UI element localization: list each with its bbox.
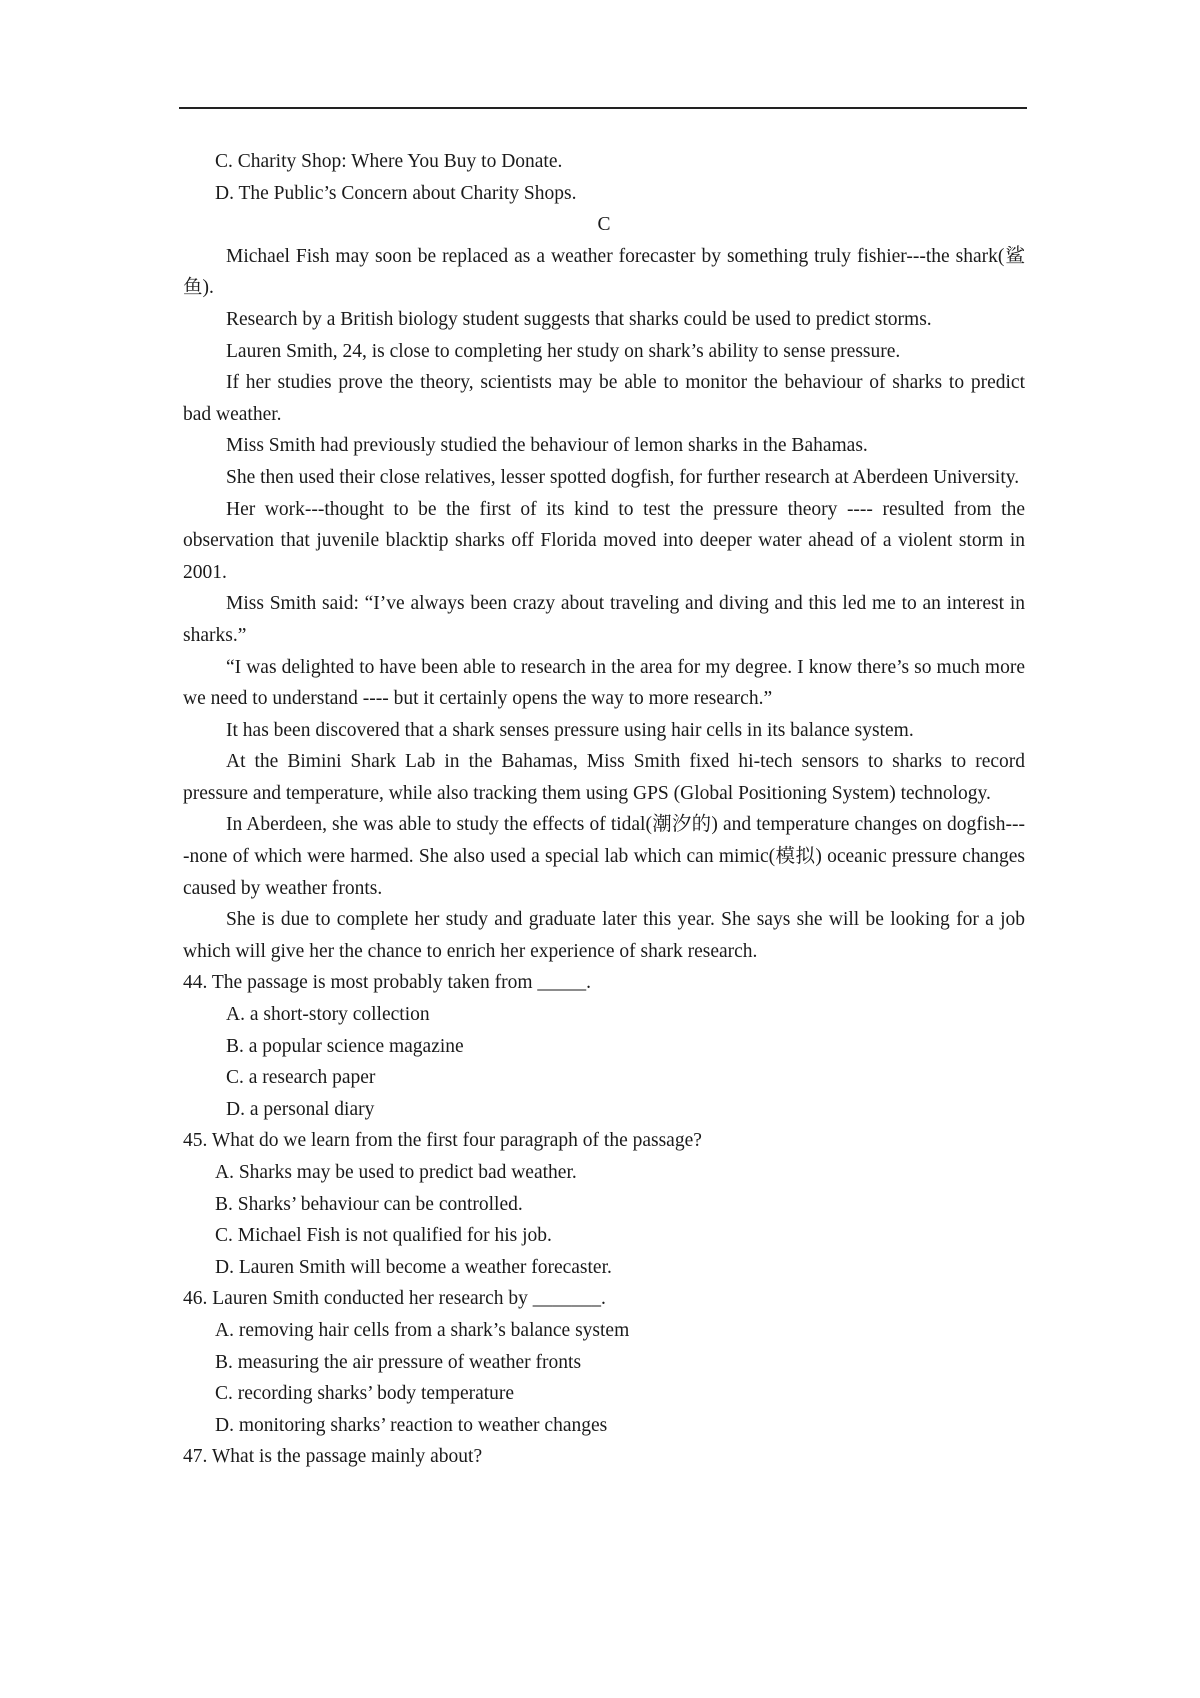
option-d: D. Lauren Smith will become a weather forecaster.: [215, 1256, 612, 1278]
previous-question-options: [183, 146, 1025, 209]
passage-paragraph: Research by a British biology student suggests that sharks could be used to predict storms.: [226, 308, 932, 330]
option-c: C. a research paper: [226, 1067, 376, 1089]
option-d: D. a personal diary: [226, 1098, 375, 1120]
passage-paragraph: It has been discovered that a shark senses pressure using hair cells in its balance system.: [226, 719, 914, 741]
previous-option-c: C. Charity Shop: Where You Buy to Donate.: [215, 151, 563, 172]
option-c: C. recording sharks’ body temperature: [215, 1383, 515, 1405]
question-stem: 47. What is the passage mainly about?: [183, 1446, 483, 1468]
passage-paragraph: She then used their close relatives, lesser spotted dogfish, for further research at Aberdeen University.: [226, 466, 1020, 488]
passage-paragraph: She is due to complete her study and graduate later this year. She says she will be looking for a job which will give her the chance to enrich her experience of shark research.: [183, 909, 1025, 962]
passage-paragraph: If her studies prove the theory, scientists may be able to monitor the behaviour of sharks to predict bad weather.: [183, 372, 1025, 425]
question-45: [183, 1125, 1025, 1283]
passage-paragraph: In Aberdeen, she was able to study the effects of tidal(潮汐的) and temperature changes on dogfish----none of which were harmed. She also used a special lab which can mimic(模拟) oceanic pressure changes caused by weather fronts.: [183, 814, 1025, 899]
document-body: [183, 146, 1025, 1473]
passage-paragraph: Lauren Smith, 24, is close to completing her study on shark’s ability to sense pressure.: [226, 340, 901, 362]
question-stem: 45. What do we learn from the first four paragraph of the passage?: [183, 1130, 702, 1152]
question-options: [183, 999, 1025, 1125]
passage-paragraph: Her work---thought to be the first of its kind to test the pressure theory ---- resulted from the observation that juvenile blacktip sharks off Florida moved into deeper water ahead of a violent storm in 2001.: [183, 498, 1025, 583]
option-a: A. a short-story collection: [226, 1004, 430, 1026]
option-b: B. a popular science magazine: [226, 1035, 464, 1057]
question-47: [183, 1441, 1025, 1473]
question-stem: 46. Lauren Smith conducted her research by _______.: [183, 1288, 606, 1310]
option-a: A. Sharks may be used to predict bad weather.: [215, 1162, 577, 1183]
passage-paragraph: Miss Smith had previously studied the behaviour of lemon sharks in the Bahamas.: [226, 435, 868, 457]
option-b: B. measuring the air pressure of weather fronts: [215, 1351, 582, 1373]
option-b: B. Sharks’ behaviour can be controlled.: [215, 1193, 523, 1215]
passage: [183, 241, 1025, 968]
section-heading: C: [597, 214, 611, 236]
question-stem: 44. The passage is most probably taken from _____.: [183, 972, 591, 994]
option-a: A. removing hair cells from a shark’s balance system: [215, 1319, 630, 1341]
passage-paragraph: “I was delighted to have been able to research in the area for my degree. I know there’s so much more we need to understand ---- but it certainly opens the way to more research.”: [183, 656, 1025, 710]
question-46: [183, 1283, 1025, 1441]
header-rule: [179, 107, 1027, 109]
option-c: C. Michael Fish is not qualified for his job.: [215, 1225, 552, 1247]
previous-option-d: D. The Public’s Concern about Charity Shops.: [215, 182, 577, 204]
passage-paragraph: At the Bimini Shark Lab in the Bahamas, Miss Smith fixed hi-tech sensors to sharks to record pressure and temperature, while also tracking them using GPS (Global Positioning System) technology.: [183, 751, 1025, 804]
question-options: [183, 1157, 1025, 1283]
passage-paragraph: Michael Fish may soon be replaced as a weather forecaster by something truly fishier---the shark(鲨鱼).: [183, 245, 1025, 299]
question-options: [183, 1315, 1025, 1441]
passage-paragraph: Miss Smith said: “I’ve always been crazy about traveling and diving and this led me to an interest in sharks.”: [183, 593, 1025, 646]
question-44: [183, 967, 1025, 1125]
option-d: D. monitoring sharks’ reaction to weather changes: [215, 1414, 608, 1436]
